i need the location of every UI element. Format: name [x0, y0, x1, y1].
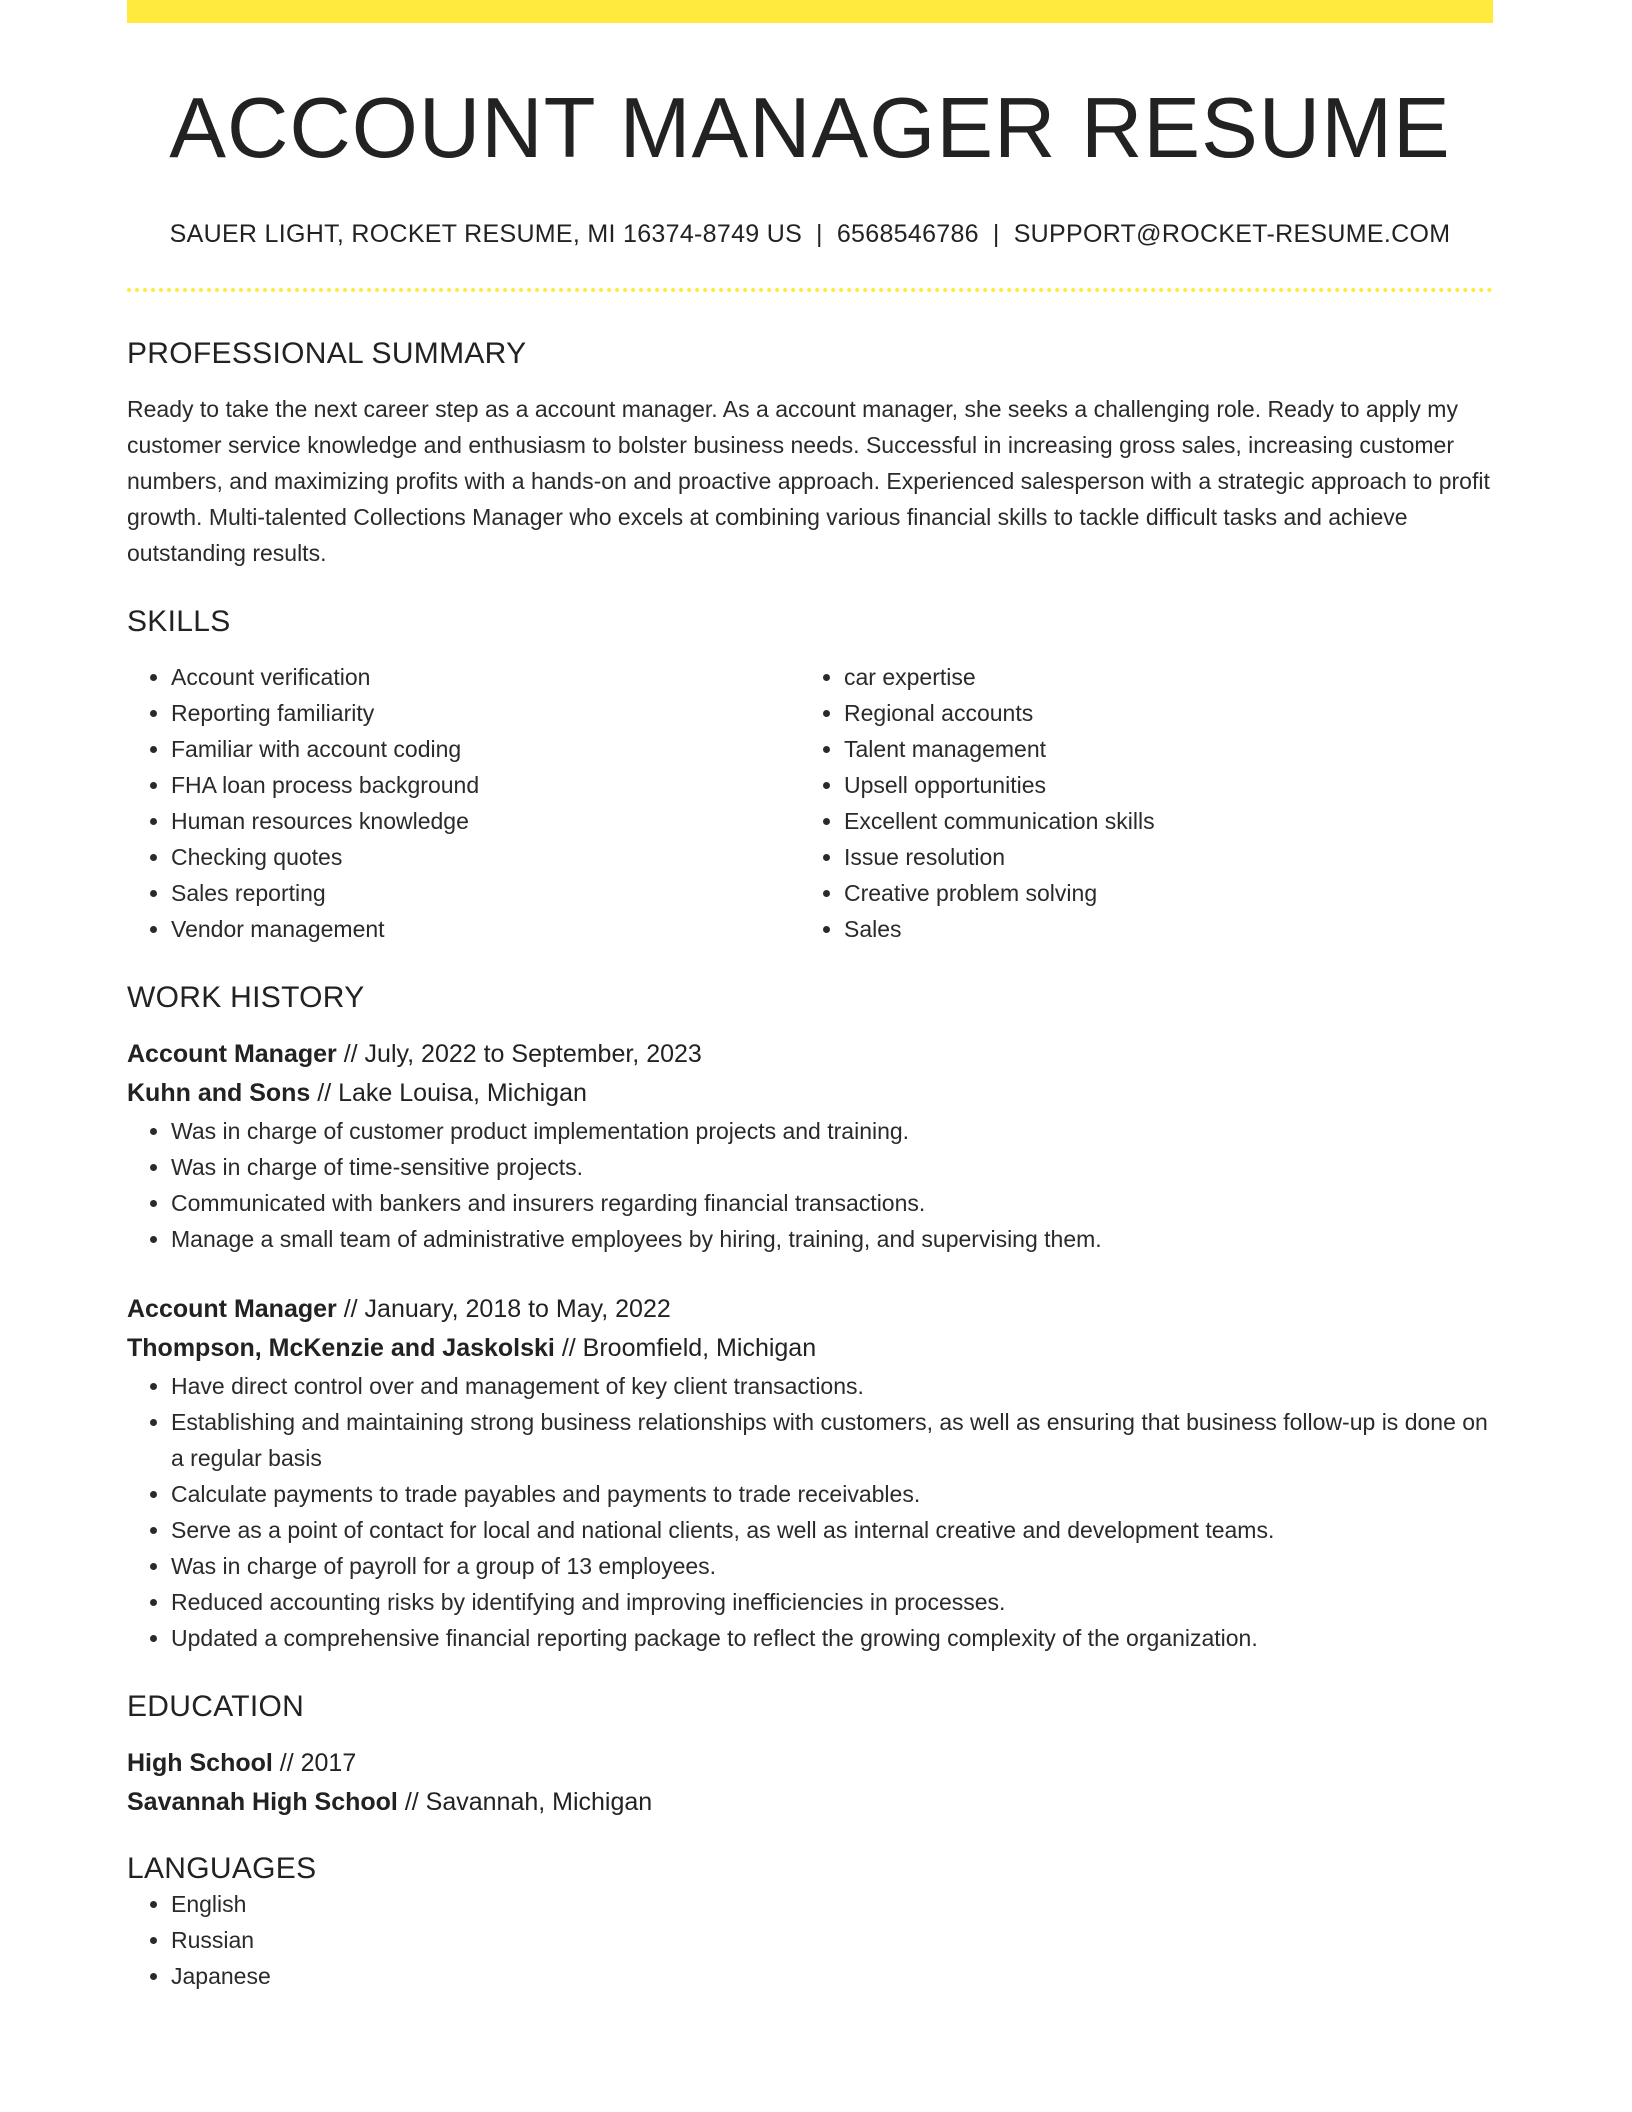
contact-phone: 6568546786: [836, 220, 979, 248]
job-duty: • Communicated with bankers and insurers regarding financial transactions.: [171, 1185, 1493, 1221]
resume-title: ACCOUNT MANAGER RESUME: [169, 81, 1451, 176]
skills-right-column: [800, 659, 1473, 947]
job-duty: • Updated a comprehensive financial reporting package to reflect the growing complexity of the organization.: [171, 1620, 1493, 1656]
skill-item: • Regional accounts: [844, 695, 1473, 731]
languages-list: [127, 1886, 1493, 1994]
skill-item: • Reporting familiarity: [171, 695, 800, 731]
education-entry: [127, 1744, 1493, 1822]
job-duty: • Calculate payments to trade payables and payments to trade receivables.: [171, 1476, 1493, 1512]
job-duty: • Manage a small team of administrative employees by hiring, training, and supervising them.: [171, 1221, 1493, 1257]
skill-item: • Issue resolution: [844, 839, 1473, 875]
contact-line: [127, 220, 1493, 249]
skill-item: • Creative problem solving: [844, 875, 1473, 911]
skill-item: • Sales reporting: [171, 875, 800, 911]
job-company-line: [127, 1074, 1493, 1113]
job-duty: • Was in charge of payroll for a group of 13 employees.: [171, 1548, 1493, 1584]
job-title-line: [127, 1290, 1493, 1329]
skill-item: • Human resources knowledge: [171, 803, 800, 839]
education-school: Savannah High School: [127, 1788, 398, 1816]
skill-item: • Account verification: [171, 659, 800, 695]
job-company: Thompson, McKenzie and Jaskolski: [127, 1334, 555, 1362]
language-item: • English: [171, 1886, 1493, 1922]
job-dates: // July, 2022 to September, 2023: [336, 1040, 702, 1068]
job-company: Kuhn and Sons: [127, 1079, 311, 1107]
job-company-line: [127, 1329, 1493, 1368]
job-duties: [127, 1368, 1493, 1656]
education-location: // Savannah, Michigan: [397, 1788, 653, 1816]
skill-item: • Upsell opportunities: [844, 767, 1473, 803]
contact-email: SUPPORT@ROCKET-RESUME.COM: [1013, 220, 1451, 248]
education-degree-line: [127, 1744, 1493, 1783]
job-duty: • Have direct control over and management of key client transactions.: [171, 1368, 1493, 1404]
education-school-line: [127, 1783, 1493, 1822]
contact-separator: |: [992, 220, 1000, 248]
job-title: Account Manager: [127, 1040, 337, 1068]
job-duty: • Was in charge of customer product implementation projects and training.: [171, 1113, 1493, 1149]
language-item: • Russian: [171, 1922, 1493, 1958]
skills-list: [127, 659, 1493, 947]
education-degree: High School: [127, 1749, 273, 1777]
job-duty: • Reduced accounting risks by identifying and improving inefficiencies in processes.: [171, 1584, 1493, 1620]
job-dates: // January, 2018 to May, 2022: [336, 1295, 671, 1323]
job-entry: [127, 1035, 1493, 1257]
contact-separator: |: [816, 220, 823, 248]
job-title-line: [127, 1035, 1493, 1074]
summary-heading: PROFESSIONAL SUMMARY: [127, 337, 527, 370]
skill-item: • Familiar with account coding: [171, 731, 800, 767]
job-duties: [127, 1113, 1493, 1257]
skill-item: • FHA loan process background: [171, 767, 800, 803]
language-item: • Japanese: [171, 1958, 1493, 1994]
job-location: // Lake Louisa, Michigan: [310, 1079, 587, 1107]
skill-item: • Excellent communication skills: [844, 803, 1473, 839]
skill-item: • Vendor management: [171, 911, 800, 947]
job-duty: • Serve as a point of contact for local and national clients, as well as internal creative and development teams.: [171, 1512, 1493, 1548]
skills-heading: SKILLS: [127, 605, 231, 638]
education-year: // 2017: [272, 1749, 357, 1777]
languages-heading: LANGUAGES: [127, 1852, 317, 1885]
top-accent-bar: [127, 0, 1493, 23]
job-duty: • Establishing and maintaining strong business relationships with customers, as well as ensuring that business follow-up is done on a regular basis: [171, 1404, 1493, 1476]
skill-item: • car expertise: [844, 659, 1473, 695]
education-heading: EDUCATION: [127, 1690, 305, 1723]
job-entry: [127, 1290, 1493, 1656]
resume-page: [127, 0, 1493, 1994]
job-duty: • Was in charge of time-sensitive projects.: [171, 1149, 1493, 1185]
skill-item: • Talent management: [844, 731, 1473, 767]
skills-left-column: [127, 659, 800, 947]
contact-address: SAUER LIGHT, ROCKET RESUME, MI 16374-8749 US: [169, 220, 803, 248]
summary-text: Ready to take the next career step as a account manager. As a account manager, she seeks a challenging role. Ready to apply my customer service knowledge and enthusiasm to bolster business needs. Successful in increasing gross sales, increasing customer numbers, and maximizing profits with a hands-on and proactive approach. Experienced salesperson with a strategic approach to profit growth. Multi-talented Collections Manager who excels at combining various financial skills to tackle difficult tasks and achieve outstanding results.: [127, 396, 1490, 566]
job-title: Account Manager: [127, 1295, 337, 1323]
skill-item: • Sales: [844, 911, 1473, 947]
dotted-divider: [127, 288, 1493, 292]
skill-item: • Checking quotes: [171, 839, 800, 875]
work-history-heading: WORK HISTORY: [127, 981, 365, 1014]
job-location: // Broomfield, Michigan: [554, 1334, 817, 1362]
